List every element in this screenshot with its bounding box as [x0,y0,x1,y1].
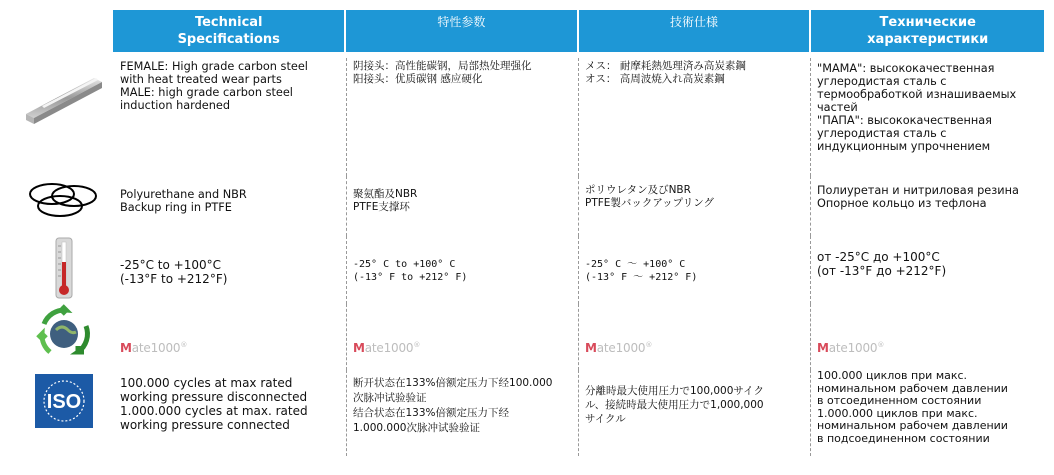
cell-ja: 分離時最大使用圧力で100,000サイク ル、接続時最大使用圧力で1,000,000 サイクル [578,370,810,456]
header-blank [14,10,113,52]
row-interchangeability [14,304,1044,370]
cell-zh: 断开状态在133%倍额定压力下经100.000 次脉冲试验验证 结合状态在133%倍额定压力下经 1.000.000次脉冲试验验证 [346,370,578,456]
cell-ru: 100.000 циклов при макс. номинальном рабочем давлении в отсоединенном состоянии 1.000.000 циклов при макс. номинальном рабочем давлении в подсоединенном состоянии [810,370,1044,456]
mate1000-logo-ru: Mate1000® [810,304,1044,370]
header-ja: 技術仕様 [579,10,810,52]
steel-rail-icon [14,58,114,176]
thermometer-icon [14,236,114,304]
row-temperature [14,236,1044,304]
mate1000-logo-en: Mate1000® [120,341,188,355]
cell-ja: ポリウレタン及びNBR PTFE製バックアップリング [578,176,810,236]
recycle-globe-icon [14,304,114,370]
spec-table [14,10,1044,456]
header-ru: Технические характеристики [811,10,1044,52]
o-rings-icon [14,176,114,236]
header-en: Technical Specifications [113,10,344,52]
cell-zh: 阴接头：高性能碳钢，局部热处理强化 阳接头：优质碳钢 感应硬化 [346,58,578,176]
row-seals [14,176,1044,236]
header-zh: 特性参数 [346,10,577,52]
header-row [14,10,1044,52]
row-cycles [14,370,1044,456]
cell-zh: -25° C to +100° C (-13° F to +212° F) [346,236,578,304]
iso-logo-icon [14,370,114,456]
cell-zh: 聚氨酯及NBR PTFE支撑环 [346,176,578,236]
row-material [14,52,1044,176]
cell-ja: メス： 耐摩耗熱処理済み高炭素鋼 オス： 高周波焼入れ高炭素鋼 [578,58,810,176]
mate1000-logo-zh: Mate1000® [346,304,578,370]
cell-ru: от -25°C до +100°C (от -13°F до +212°F) [810,236,1044,304]
cell-ja: -25° C ～ +100° C (-13° F ～ +212° F) [578,236,810,304]
cell-en: FEMALE: High grade carbon steel with heat treated wear parts MALE: high grade carbon steel induction hardened [120,60,308,112]
cell-ru: Полиуретан и нитриловая резина Опорное кольцо из тефлона [810,176,1044,236]
cell-en: 100.000 cycles at max rated working pressure disconnected 1.000.000 cycles at max. rated working pressure connected [120,376,308,432]
cell-en: -25°C to +100°C (-13°F to +212°F) [120,258,228,286]
cell-ru: "МАМА": высококачественная углеродистая сталь с термообработкой изнашиваемых частей "ПАПА": высококачественная углеродистая сталь с индукционным упрочнением [810,58,1044,176]
iso-text: ISO [46,391,82,413]
cell-en: Polyurethane and NBR Backup ring in PTFE [120,188,247,214]
mate1000-logo-ja: Mate1000® [578,304,810,370]
